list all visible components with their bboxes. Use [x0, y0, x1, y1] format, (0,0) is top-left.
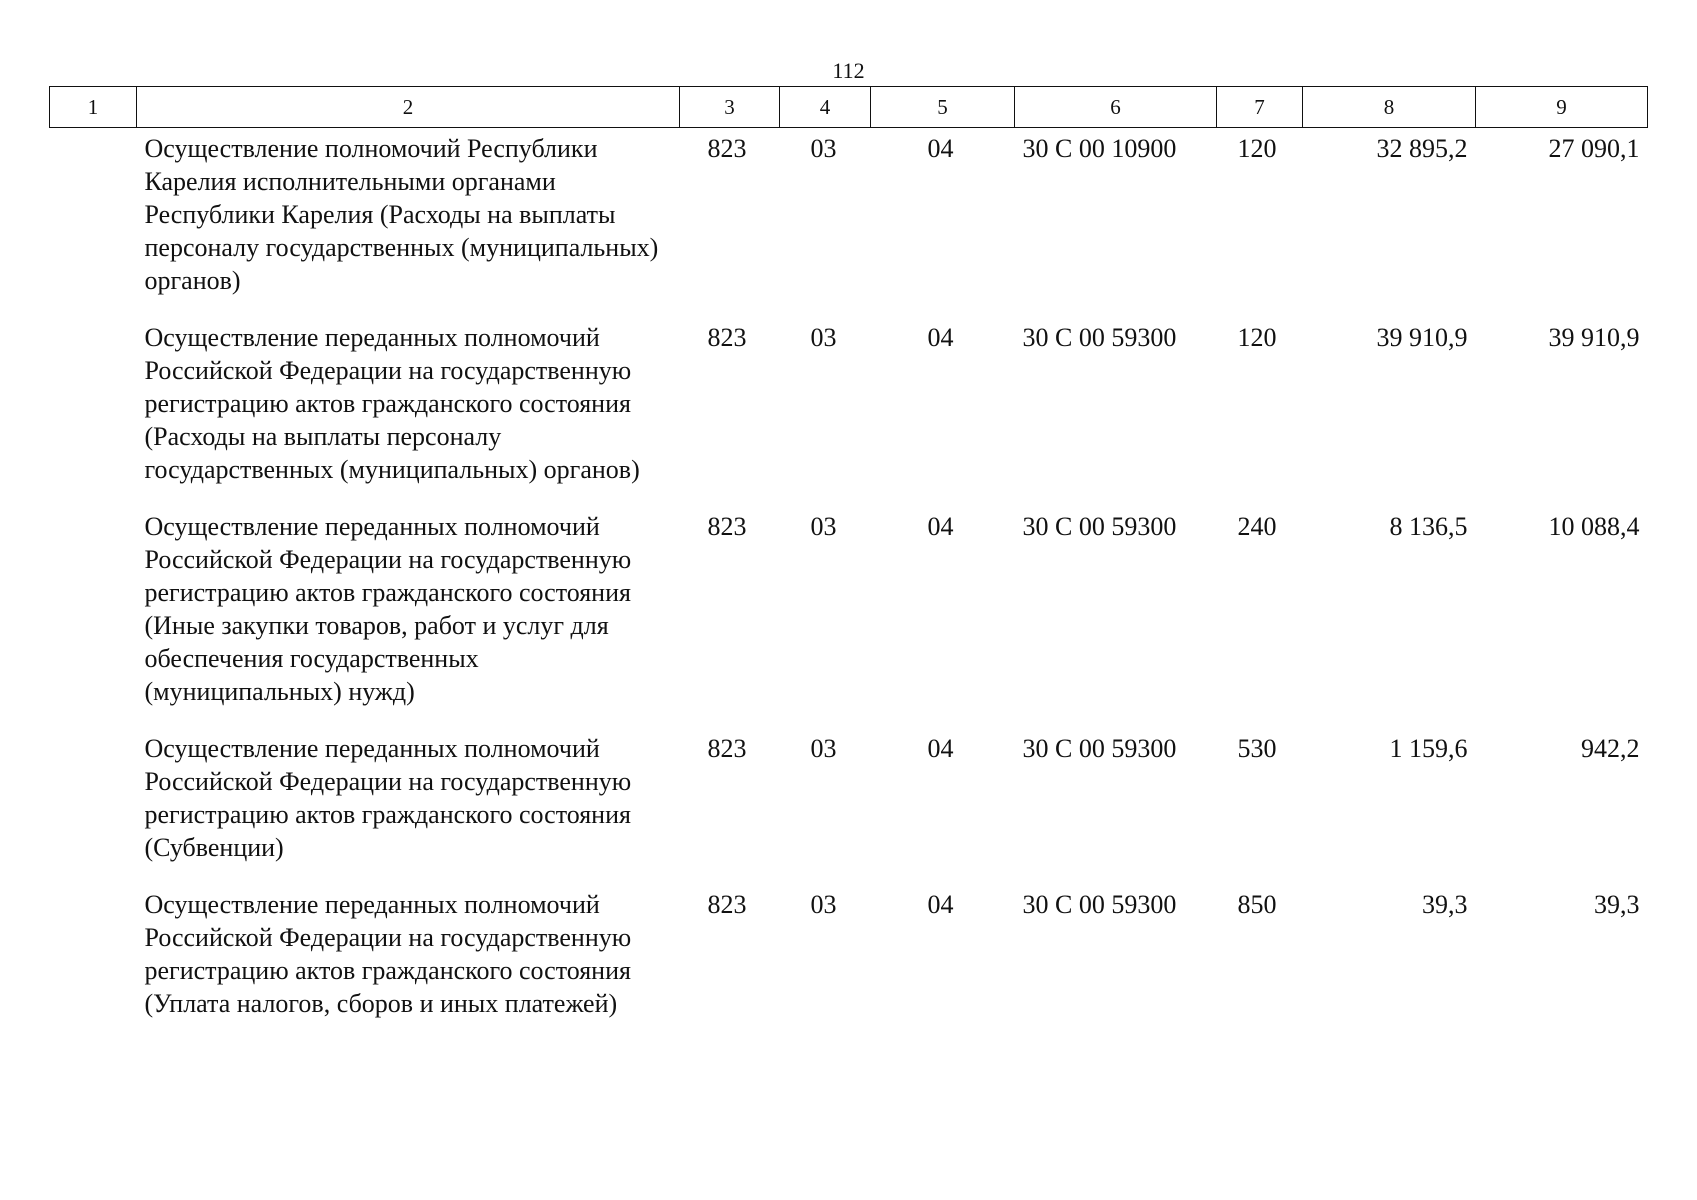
column-header: 1 — [50, 87, 137, 128]
empty-cell — [50, 874, 137, 1030]
expense-name: Осуществление переданных полномочий Российской Федерации на государственную регистрацию актов гражданского состояния (Уплата налогов, сборов и иных платежей) — [144, 890, 632, 1018]
expense-type-code: 120 — [1237, 134, 1277, 163]
amount-col-9: 39,3 — [1594, 890, 1640, 919]
column-header: 9 — [1476, 87, 1648, 128]
grbs-code: 823 — [707, 734, 747, 763]
amount-col-9: 27 090,1 — [1548, 134, 1640, 163]
expense-type-code: 240 — [1237, 512, 1277, 541]
expense-name: Осуществление переданных полномочий Российской Федерации на государственную регистрацию актов гражданского состояния (Субвенции) — [144, 734, 632, 862]
amount-col-8: 32 895,2 — [1376, 134, 1468, 163]
section-code: 03 — [810, 512, 837, 541]
section-code: 03 — [810, 890, 837, 919]
empty-cell — [50, 496, 137, 718]
expense-type-code: 120 — [1237, 323, 1277, 352]
empty-cell — [50, 128, 137, 308]
amount-col-9: 39 910,9 — [1548, 323, 1640, 352]
column-header: 5 — [871, 87, 1015, 128]
table-row — [50, 496, 1648, 718]
subsection-code: 04 — [927, 890, 954, 919]
subsection-code: 04 — [927, 134, 954, 163]
subsection-code: 04 — [927, 323, 954, 352]
page-number: 112 — [832, 58, 865, 83]
target-article-code: 30 С 00 59300 — [1022, 512, 1177, 541]
expense-type-code: 850 — [1237, 890, 1277, 919]
target-article-code: 30 С 00 59300 — [1022, 323, 1177, 352]
target-article-code: 30 С 00 10900 — [1022, 134, 1177, 163]
target-article-code: 30 С 00 59300 — [1022, 734, 1177, 763]
subsection-code: 04 — [927, 734, 954, 763]
column-header: 6 — [1015, 87, 1217, 128]
column-header: 4 — [780, 87, 871, 128]
table-row — [50, 307, 1648, 496]
table-row — [50, 874, 1648, 1030]
amount-col-9: 10 088,4 — [1548, 512, 1640, 541]
subsection-code: 04 — [927, 512, 954, 541]
column-header: 8 — [1303, 87, 1476, 128]
section-code: 03 — [810, 734, 837, 763]
empty-cell — [50, 718, 137, 874]
amount-col-8: 8 136,5 — [1389, 512, 1468, 541]
section-code: 03 — [810, 323, 837, 352]
grbs-code: 823 — [707, 323, 747, 352]
column-header: 2 — [137, 87, 680, 128]
grbs-code: 823 — [707, 512, 747, 541]
section-code: 03 — [810, 134, 837, 163]
amount-col-8: 39 910,9 — [1376, 323, 1468, 352]
table-row — [50, 718, 1648, 874]
amount-col-8: 39,3 — [1422, 890, 1468, 919]
expense-name: Осуществление переданных полномочий Российской Федерации на государственную регистрацию актов гражданского состояния (Расходы на выплаты персоналу государственных (муниципальных) органов) — [144, 323, 640, 484]
empty-cell — [50, 307, 137, 496]
amount-col-9: 942,2 — [1581, 734, 1640, 763]
amount-col-8: 1 159,6 — [1389, 734, 1468, 763]
column-header: 7 — [1217, 87, 1303, 128]
table-row — [50, 128, 1648, 308]
column-header: 3 — [680, 87, 780, 128]
grbs-code: 823 — [707, 890, 747, 919]
target-article-code: 30 С 00 59300 — [1022, 890, 1177, 919]
expense-name: Осуществление переданных полномочий Российской Федерации на государственную регистрацию актов гражданского состояния (Иные закупки товаров, работ и услуг для обеспечения государственных (муниципальных) нужд) — [144, 512, 632, 706]
expense-type-code: 530 — [1237, 734, 1277, 763]
table-header-row — [50, 87, 1648, 128]
budget-table — [49, 86, 1648, 1030]
expense-name: Осуществление полномочий Республики Карелия исполнительными органами Республики Карелия (Расходы на выплаты персоналу государственных (муниципальных) органов) — [144, 134, 659, 295]
grbs-code: 823 — [707, 134, 747, 163]
